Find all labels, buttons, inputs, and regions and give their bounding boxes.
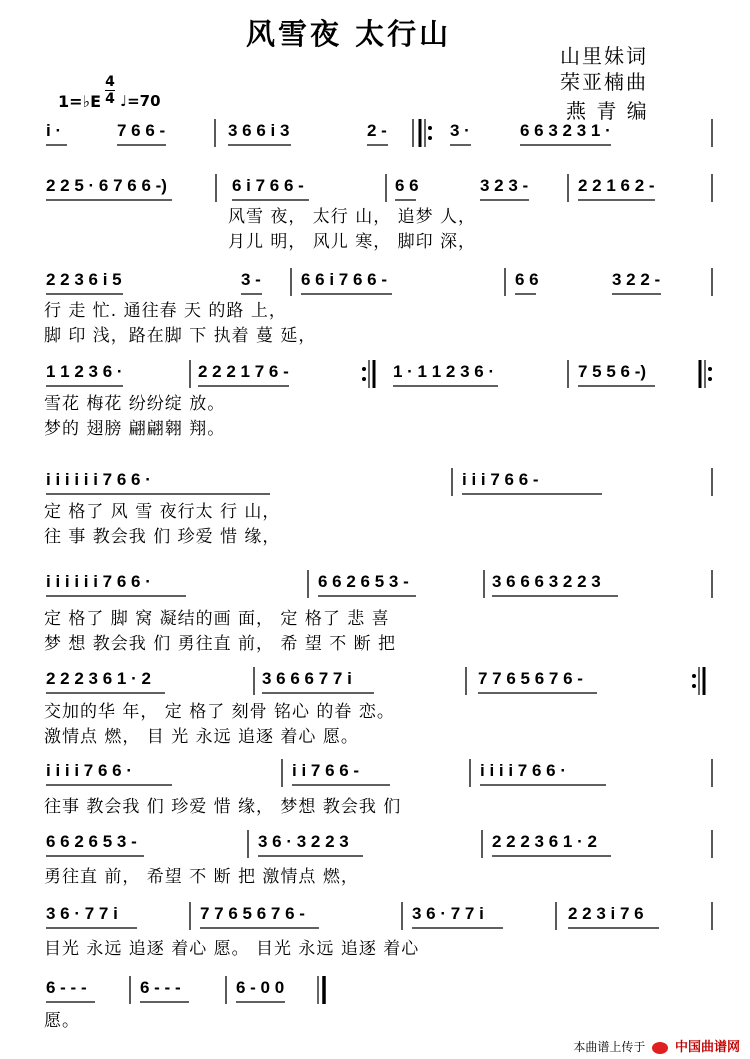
note-group: 1 · 1 1 2 3 6 · [393, 362, 495, 381]
lyric-line: 目光 永远 追逐 着心 愿。 目光 永远 追逐 着心 [44, 939, 420, 959]
composer-credit: 荣亚楠曲 [560, 70, 648, 94]
note-group: 3 6 · 7 7 i [46, 904, 118, 923]
lyric-line: 脚 印 浅，路在脚 下 执着 蔓 延， [44, 326, 317, 346]
note-group: 3 2 2 - [612, 270, 661, 289]
note-group: 3 6 6 6 3 2 2 3 [492, 572, 601, 591]
note-group: i i i i i i 7 6 6 · [46, 572, 151, 591]
time-signature-bottom: 4 [105, 91, 115, 107]
note-group: 2 2 2 1 7 6 - [198, 362, 289, 381]
footer-brand: 中国曲谱网 [674, 1040, 740, 1055]
arranger-credit: 燕 青 编 [566, 99, 649, 123]
note-group: 3 - [241, 270, 261, 289]
note-group: 7 5 5 6 -) [578, 362, 647, 381]
note-group: 2 2 2 3 6 1 · 2 [46, 669, 151, 688]
repeat-dot [428, 126, 432, 130]
lyric-line: 梦的 翅膀 翩翩翱 翔。 [44, 419, 226, 439]
note-group: 2 2 3 i 7 6 [568, 904, 644, 923]
note-group: 6 6 2 6 5 3 - [46, 832, 137, 851]
repeat-dot [692, 674, 696, 678]
note-group: i i i i i i 7 6 6 · [46, 470, 151, 489]
note-group: 2 2 2 3 6 1 · 2 [492, 832, 597, 851]
lyric-line: 雪花 梅花 纷纷绽 放。 [44, 394, 226, 414]
lyric-line: 激情点 燃， 目 光 永远 追逐 着心 愿。 [44, 727, 359, 747]
note-group: 7 7 6 5 6 7 6 - [478, 669, 583, 688]
repeat-dot [708, 377, 712, 381]
lyric-line: 勇往直 前， 希望 不 断 把 激情点 燃， [44, 867, 359, 887]
note-group: 6 6 3 2 3 1 · [520, 121, 611, 140]
repeat-dot [362, 367, 366, 371]
note-group: 1 1 2 3 6 · [46, 362, 123, 381]
lyric-line: 定 格了 风 雪 夜行太 行 山， [44, 502, 281, 522]
note-group: 2 2 1 6 2 - [578, 176, 655, 195]
lyric-line: 梦 想 教会我 们 勇往直 前， 希 望 不 断 把 [44, 634, 397, 654]
page-title: 风雪夜 太行山 [246, 17, 452, 51]
note-group: 3 6 · 3 2 2 3 [258, 832, 349, 851]
note-group: 3 6 6 i 3 [228, 121, 290, 140]
note-group: i · [46, 121, 62, 140]
time-signature-top: 4 [105, 74, 115, 90]
note-group: 6 - - - [140, 978, 181, 997]
lyricist-credit: 山里妹词 [560, 44, 648, 68]
note-group: i i i i 7 6 6 · [480, 761, 566, 780]
note-group: 7 6 6 - [117, 121, 166, 140]
lyric-line: 往事 教会我 们 珍爱 惜 缘， 梦想 教会我 们 [44, 797, 402, 817]
note-group: 3 6 · 7 7 i [412, 904, 484, 923]
lyric-line: 定 格了 脚 窝 凝结的画 面， 定 格了 悲 喜 [44, 609, 390, 629]
note-group: i i i i 7 6 6 · [46, 761, 132, 780]
repeat-dot [428, 136, 432, 140]
note-group: 7 7 6 5 6 7 6 - [200, 904, 305, 923]
note-group: i i i 7 6 6 - [462, 470, 539, 489]
note-group: 6 - 0 0 [236, 978, 285, 997]
key-signature: 1=♭E [58, 92, 102, 111]
lyric-line: 愿。 [44, 1011, 80, 1031]
site-logo-icon [652, 1042, 668, 1054]
repeat-dot [692, 684, 696, 688]
note-group: 6 - - - [46, 978, 87, 997]
footer-text: 本曲谱上传于 [573, 1040, 646, 1054]
note-group: 2 - [367, 121, 387, 140]
lyric-line: 风雪 夜， 太行 山， 追梦 人， [228, 207, 477, 227]
lyric-line: 往 事 教会我 们 珍爱 惜 缘， [44, 527, 281, 547]
repeat-dot [708, 367, 712, 371]
repeat-dot [362, 377, 366, 381]
lyric-line: 行 走 忙. 通往春 天 的路 上， [44, 301, 287, 321]
note-group: 2 2 5 · 6 7 6 6 -) [46, 176, 167, 195]
note-group: 6 6 i 7 6 6 - [301, 270, 387, 289]
note-group: i i 7 6 6 - [292, 761, 360, 780]
note-group: 2 2 3 6 i 5 [46, 270, 122, 289]
note-group: 6 6 [395, 176, 419, 195]
lyric-line: 月儿 明， 风儿 寒， 脚印 深， [228, 232, 477, 252]
note-group: 3 2 3 - [480, 176, 529, 195]
note-group: 3 6 6 6 7 7 i [262, 669, 352, 688]
note-group: 6 i 7 6 6 - [232, 176, 304, 195]
tempo-marking: ♩=70 [120, 92, 161, 110]
note-group: 6 6 2 6 5 3 - [318, 572, 409, 591]
upload-footer [573, 1036, 740, 1055]
lyric-line: 交加的华 年， 定 格了 刻骨 铭心 的眷 恋。 [44, 702, 395, 722]
note-group: 6 6 [515, 270, 539, 289]
note-group: 3 · [450, 121, 470, 140]
